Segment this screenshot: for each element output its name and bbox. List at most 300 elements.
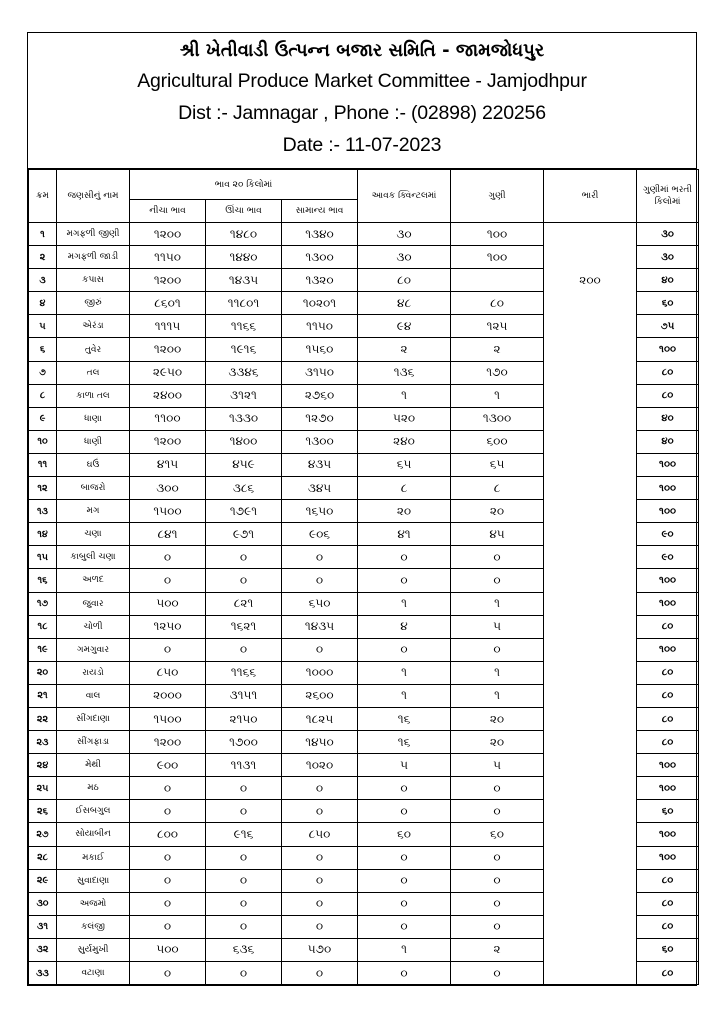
cell-guni: ૦ [451, 777, 544, 800]
cell-guni: ૦ [451, 846, 544, 869]
cell-bhari [544, 569, 637, 592]
cell-commodity: મગફળી જાડી [57, 246, 130, 269]
cell-low-price: ૨૯૫૦ [130, 361, 206, 384]
cell-low-price: ૦ [130, 800, 206, 823]
cell-guni-weight: ૯૦ [637, 546, 699, 569]
cell-commodity: મગફળી જીણી [57, 223, 130, 246]
cell-bhari [544, 592, 637, 615]
cell-normal-price: ૩૪૫ [282, 477, 358, 500]
cell-serial: ૮ [29, 384, 57, 407]
cell-normal-price: ૧૩૦૦ [282, 246, 358, 269]
cell-guni: ૫ [451, 615, 544, 638]
cell-guni-weight: ૧૦૦ [637, 777, 699, 800]
cell-high-price: ૧૪૦૦ [206, 430, 282, 453]
cell-arrival: ૫ [358, 754, 451, 777]
price-table [28, 169, 699, 985]
cell-arrival: ૧૬ [358, 731, 451, 754]
cell-high-price: ૧૧૩૧ [206, 754, 282, 777]
cell-low-price: ૦ [130, 638, 206, 661]
cell-high-price: ૧૧૬૬ [206, 315, 282, 338]
cell-guni: ૦ [451, 892, 544, 915]
cell-commodity: બાજરો [57, 477, 130, 500]
cell-bhari [544, 707, 637, 730]
table-row [29, 684, 699, 707]
cell-guni: ૧ [451, 592, 544, 615]
cell-low-price: ૧૨૦૦ [130, 223, 206, 246]
cell-low-price: ૨૪૦૦ [130, 384, 206, 407]
cell-normal-price: ૪૩૫ [282, 453, 358, 476]
cell-low-price: ૦ [130, 892, 206, 915]
cell-high-price: ૩૧૨૧ [206, 384, 282, 407]
cell-low-price: ૧૧૧૫ [130, 315, 206, 338]
cell-serial: ૨૦ [29, 661, 57, 684]
table-row [29, 707, 699, 730]
table-row [29, 292, 699, 315]
cell-guni: ૨૦ [451, 707, 544, 730]
cell-commodity: અળદ [57, 569, 130, 592]
cell-bhari [544, 938, 637, 961]
cell-commodity: ચણા [57, 523, 130, 546]
cell-bhari: ૨૦૦ [544, 269, 637, 292]
cell-normal-price: ૧૦૨૦૧ [282, 292, 358, 315]
cell-commodity: કાળા તલ [57, 384, 130, 407]
cell-guni-weight: ૮૦ [637, 361, 699, 384]
cell-low-price: ૦ [130, 569, 206, 592]
table-row [29, 754, 699, 777]
cell-arrival: ૧ [358, 384, 451, 407]
cell-guni-weight: ૮૦ [637, 869, 699, 892]
cell-low-price: ૮૬૦૧ [130, 292, 206, 315]
cell-commodity: મગ [57, 500, 130, 523]
cell-guni: ૨ [451, 938, 544, 961]
table-row [29, 915, 699, 938]
cell-guni-weight: ૮૦ [637, 892, 699, 915]
cell-commodity: ધાણા [57, 407, 130, 430]
cell-high-price: ૦ [206, 869, 282, 892]
cell-high-price: ૧૬૨૧ [206, 615, 282, 638]
table-row [29, 777, 699, 800]
cell-normal-price: ૧૦૦૦ [282, 661, 358, 684]
cell-guni-weight: ૧૦૦ [637, 569, 699, 592]
cell-high-price: ૧૪૪૦ [206, 246, 282, 269]
cell-serial: ૨૨ [29, 707, 57, 730]
cell-commodity: મકાઈ [57, 846, 130, 869]
cell-commodity: કપાસ [57, 269, 130, 292]
cell-low-price: ૦ [130, 869, 206, 892]
cell-high-price: ૦ [206, 777, 282, 800]
cell-serial: ૩૦ [29, 892, 57, 915]
cell-low-price: ૦ [130, 846, 206, 869]
table-row [29, 731, 699, 754]
cell-normal-price: ૧૩૨૦ [282, 269, 358, 292]
cell-serial: ૧૪ [29, 523, 57, 546]
cell-guni-weight: ૮૦ [637, 384, 699, 407]
cell-commodity: સુર્યમુખી [57, 938, 130, 961]
cell-arrival: ૮ [358, 477, 451, 500]
cell-guni: ૧ [451, 684, 544, 707]
cell-arrival: ૦ [358, 869, 451, 892]
cell-guni-weight: ૮૦ [637, 915, 699, 938]
cell-high-price: ૩૧૫૧ [206, 684, 282, 707]
cell-serial: ૨૫ [29, 777, 57, 800]
cell-guni-weight: ૧૦૦ [637, 453, 699, 476]
cell-guni-weight: ૬૦ [637, 938, 699, 961]
cell-normal-price: ૦ [282, 569, 358, 592]
table-row [29, 661, 699, 684]
col-arrival: આવક ક્વિન્ટલમાં [358, 170, 451, 223]
cell-bhari [544, 292, 637, 315]
cell-guni-weight: ૧૦૦ [637, 754, 699, 777]
cell-guni: ૦ [451, 915, 544, 938]
cell-commodity: એરંડા [57, 315, 130, 338]
table-row [29, 430, 699, 453]
cell-serial: ૧૨ [29, 477, 57, 500]
cell-guni-weight: ૧૦૦ [637, 638, 699, 661]
cell-arrival: ૦ [358, 846, 451, 869]
cell-low-price: ૧૨૫૦ [130, 615, 206, 638]
table-row [29, 315, 699, 338]
cell-arrival: ૬૦ [358, 823, 451, 846]
cell-serial: ૨૬ [29, 800, 57, 823]
cell-low-price: ૧૨૦૦ [130, 731, 206, 754]
cell-guni: ૫ [451, 754, 544, 777]
cell-bhari [544, 361, 637, 384]
cell-arrival: ૩૦ [358, 223, 451, 246]
cell-high-price: ૪૫૯ [206, 453, 282, 476]
cell-serial: ૨૭ [29, 823, 57, 846]
col-price-group: ભાવ ૨૦ કિલોમાં [130, 170, 358, 200]
cell-normal-price: ૮૫૦ [282, 823, 358, 846]
cell-high-price: ૧૪૩૫ [206, 269, 282, 292]
cell-guni: ૧ [451, 384, 544, 407]
cell-guni: ૦ [451, 638, 544, 661]
cell-arrival: ૧૩૬ [358, 361, 451, 384]
cell-bhari [544, 615, 637, 638]
table-row [29, 823, 699, 846]
cell-bhari [544, 777, 637, 800]
cell-guni-weight: ૮૦ [637, 684, 699, 707]
cell-bhari [544, 754, 637, 777]
cell-commodity: વાલ [57, 684, 130, 707]
cell-low-price: ૧૨૦૦ [130, 430, 206, 453]
cell-normal-price: ૧૨૭૦ [282, 407, 358, 430]
cell-arrival: ૦ [358, 800, 451, 823]
cell-normal-price: ૩૧૫૦ [282, 361, 358, 384]
cell-low-price: ૦ [130, 915, 206, 938]
cell-guni: ૧૦૦ [451, 223, 544, 246]
cell-commodity: રાયડો [57, 661, 130, 684]
cell-normal-price: ૯૦૬ [282, 523, 358, 546]
cell-guni: ૪૫ [451, 523, 544, 546]
cell-bhari [544, 384, 637, 407]
cell-arrival: ૪૧ [358, 523, 451, 546]
cell-commodity: સીંગદાણા [57, 707, 130, 730]
cell-guni-weight: ૧૦૦ [637, 477, 699, 500]
cell-guni-weight: ૧૦૦ [637, 500, 699, 523]
cell-high-price: ૦ [206, 962, 282, 985]
cell-arrival: ૪૮ [358, 292, 451, 315]
cell-guni: ૬૦ [451, 823, 544, 846]
cell-normal-price: ૨૬૦૦ [282, 684, 358, 707]
cell-normal-price: ૦ [282, 915, 358, 938]
table-row [29, 869, 699, 892]
cell-serial: ૩૨ [29, 938, 57, 961]
cell-serial: ૯ [29, 407, 57, 430]
col-guni: ગુણી [451, 170, 544, 223]
cell-bhari [544, 500, 637, 523]
table-row [29, 546, 699, 569]
cell-arrival: ૧ [358, 938, 451, 961]
cell-bhari [544, 661, 637, 684]
col-name: જણસીનું નામ [57, 170, 130, 223]
cell-serial: ૧૮ [29, 615, 57, 638]
cell-guni: ૬૫ [451, 453, 544, 476]
cell-guni: ૧૦૦ [451, 246, 544, 269]
cell-commodity: સીંગફાડા [57, 731, 130, 754]
cell-guni: ૦ [451, 962, 544, 985]
cell-normal-price: ૨૭૬૦ [282, 384, 358, 407]
cell-guni: ૮ [451, 477, 544, 500]
cell-low-price: ૫૦૦ [130, 592, 206, 615]
cell-bhari [544, 962, 637, 985]
sheet-header [28, 33, 696, 169]
table-row [29, 269, 699, 292]
cell-normal-price: ૧૮૨૫ [282, 707, 358, 730]
cell-bhari [544, 315, 637, 338]
cell-normal-price: ૦ [282, 869, 358, 892]
cell-normal-price: ૧૦૨૦ [282, 754, 358, 777]
cell-guni-weight: ૬૦ [637, 800, 699, 823]
cell-high-price: ૧૭૯૧ [206, 500, 282, 523]
cell-arrival: ૨ [358, 338, 451, 361]
cell-low-price: ૧૫૦૦ [130, 500, 206, 523]
cell-commodity: સોયાબીન [57, 823, 130, 846]
cell-serial: ૨૮ [29, 846, 57, 869]
table-row [29, 846, 699, 869]
col-normal-price: સામાન્ય ભાવ [282, 200, 358, 223]
col-bhari: ભારી [544, 170, 637, 223]
cell-arrival: ૪ [358, 615, 451, 638]
cell-normal-price: ૬૫૦ [282, 592, 358, 615]
cell-low-price: ૧૧૦૦ [130, 407, 206, 430]
cell-commodity: જીરું [57, 292, 130, 315]
cell-guni: ૦ [451, 569, 544, 592]
cell-arrival: ૦ [358, 569, 451, 592]
cell-arrival: ૧ [358, 684, 451, 707]
cell-high-price: ૨૧૫૦ [206, 707, 282, 730]
cell-low-price: ૪૧૫ [130, 453, 206, 476]
cell-guni: ૦ [451, 546, 544, 569]
price-rows [29, 223, 699, 985]
cell-commodity: જુવાર [57, 592, 130, 615]
cell-normal-price: ૧૬૫૦ [282, 500, 358, 523]
cell-bhari [544, 546, 637, 569]
cell-low-price: ૮૪૧ [130, 523, 206, 546]
cell-high-price: ૦ [206, 915, 282, 938]
cell-guni: ૬૦૦ [451, 430, 544, 453]
cell-bhari [544, 246, 637, 269]
cell-high-price: ૦ [206, 638, 282, 661]
table-row [29, 592, 699, 615]
cell-low-price: ૨૦૦૦ [130, 684, 206, 707]
cell-serial: ૧૭ [29, 592, 57, 615]
cell-normal-price: ૦ [282, 777, 358, 800]
cell-arrival: ૨૪૦ [358, 430, 451, 453]
table-row [29, 407, 699, 430]
cell-bhari [544, 523, 637, 546]
cell-high-price: ૧૯૧૬ [206, 338, 282, 361]
cell-guni-weight: ૮૦ [637, 707, 699, 730]
title-english: Agricultural Produce Market Committee - Jamjodhpur [137, 70, 587, 92]
cell-bhari [544, 823, 637, 846]
cell-guni: ૨ [451, 338, 544, 361]
cell-serial: ૧૫ [29, 546, 57, 569]
cell-high-price: ૦ [206, 846, 282, 869]
table-row [29, 638, 699, 661]
table-row [29, 938, 699, 961]
table-row [29, 453, 699, 476]
cell-commodity: મઠ [57, 777, 130, 800]
cell-low-price: ૫૦૦ [130, 938, 206, 961]
cell-high-price: ૩૩૪૬ [206, 361, 282, 384]
cell-low-price: ૩૦૦ [130, 477, 206, 500]
cell-guni: ૦ [451, 869, 544, 892]
cell-serial: ૩ [29, 269, 57, 292]
cell-guni-weight: ૧૦૦ [637, 846, 699, 869]
cell-low-price: ૧૧૫૦ [130, 246, 206, 269]
cell-bhari [544, 869, 637, 892]
cell-guni: ૨૦ [451, 500, 544, 523]
cell-guni-weight: ૮૦ [637, 615, 699, 638]
cell-serial: ૧ [29, 223, 57, 246]
table-row [29, 246, 699, 269]
report-date: Date :- 11-07-2023 [282, 134, 442, 156]
table-row [29, 477, 699, 500]
cell-guni-weight: ૪૦ [637, 430, 699, 453]
cell-arrival: ૯૪ [358, 315, 451, 338]
cell-arrival: ૦ [358, 962, 451, 985]
cell-guni: ૮૦ [451, 292, 544, 315]
cell-guni: ૧ [451, 661, 544, 684]
cell-serial: ૪ [29, 292, 57, 315]
cell-guni-weight: ૧૦૦ [637, 592, 699, 615]
cell-low-price: ૯૦૦ [130, 754, 206, 777]
table-row [29, 962, 699, 985]
cell-high-price: ૧૪૮૦ [206, 223, 282, 246]
cell-guni-weight: ૪૦ [637, 407, 699, 430]
cell-bhari [544, 407, 637, 430]
table-row [29, 569, 699, 592]
cell-guni-weight: ૮૦ [637, 962, 699, 985]
cell-serial: ૬ [29, 338, 57, 361]
cell-commodity: વટાણા [57, 962, 130, 985]
cell-serial: ૭ [29, 361, 57, 384]
cell-guni-weight: ૪૦ [637, 269, 699, 292]
cell-commodity: મેથી [57, 754, 130, 777]
cell-guni-weight: ૧૦૦ [637, 823, 699, 846]
cell-high-price: ૮૨૧ [206, 592, 282, 615]
cell-bhari [544, 638, 637, 661]
cell-high-price: ૧૧૬૬ [206, 661, 282, 684]
cell-commodity: તલ [57, 361, 130, 384]
cell-guni-weight: ૯૦ [637, 523, 699, 546]
cell-high-price: ૧૧૮૦૧ [206, 292, 282, 315]
col-high-price: ઊંચા ભાવ [206, 200, 282, 223]
cell-serial: ૨૯ [29, 869, 57, 892]
cell-arrival: ૧ [358, 661, 451, 684]
cell-guni: ૧૨૫ [451, 315, 544, 338]
cell-high-price: ૦ [206, 546, 282, 569]
cell-serial: ૨૪ [29, 754, 57, 777]
cell-arrival: ૨૦ [358, 500, 451, 523]
col-low-price: નીચા ભાવ [130, 200, 206, 223]
cell-guni-weight: ૮૦ [637, 661, 699, 684]
cell-high-price: ૦ [206, 800, 282, 823]
cell-serial: ૧૦ [29, 430, 57, 453]
table-row [29, 361, 699, 384]
cell-normal-price: ૦ [282, 846, 358, 869]
cell-normal-price: ૧૪૫૦ [282, 731, 358, 754]
cell-serial: ૧૯ [29, 638, 57, 661]
cell-commodity: અજમો [57, 892, 130, 915]
cell-serial: ૩૧ [29, 915, 57, 938]
cell-arrival: ૦ [358, 546, 451, 569]
cell-bhari [544, 731, 637, 754]
cell-normal-price: ૧૫૬૦ [282, 338, 358, 361]
cell-low-price: ૮૫૦ [130, 661, 206, 684]
cell-bhari [544, 338, 637, 361]
cell-bhari [544, 915, 637, 938]
cell-high-price: ૦ [206, 569, 282, 592]
cell-arrival: ૦ [358, 638, 451, 661]
cell-commodity: કાબુલી ચણા [57, 546, 130, 569]
cell-low-price: ૧૫૦૦ [130, 707, 206, 730]
cell-serial: ૨ [29, 246, 57, 269]
cell-low-price: ૦ [130, 546, 206, 569]
title-gujarati: શ્રી ખેતીવાડી ઉત્પન્ન બજાર સમિતિ - જામજોધપુર [179, 40, 545, 61]
cell-serial: ૨૩ [29, 731, 57, 754]
table-row [29, 384, 699, 407]
cell-commodity: તુવેર [57, 338, 130, 361]
contact-line: Dist :- Jamnagar , Phone :- (02898) 220256 [178, 102, 546, 124]
cell-guni [451, 269, 544, 292]
cell-guni: ૧૭૦ [451, 361, 544, 384]
cell-commodity: ગમગુવાર [57, 638, 130, 661]
cell-normal-price: ૦ [282, 638, 358, 661]
cell-guni: ૦ [451, 800, 544, 823]
cell-normal-price: ૧૧૫૦ [282, 315, 358, 338]
cell-arrival: ૧ [358, 592, 451, 615]
cell-commodity: સુવાદાણા [57, 869, 130, 892]
price-sheet [27, 32, 697, 986]
cell-arrival: ૬૫ [358, 453, 451, 476]
table-row [29, 523, 699, 546]
cell-guni-weight: ૭૫ [637, 315, 699, 338]
cell-bhari [544, 846, 637, 869]
cell-guni-weight: ૮૦ [637, 731, 699, 754]
cell-bhari [544, 892, 637, 915]
cell-arrival: ૩૦ [358, 246, 451, 269]
cell-arrival: ૮૦ [358, 269, 451, 292]
cell-serial: ૩૩ [29, 962, 57, 985]
cell-bhari [544, 684, 637, 707]
cell-low-price: ૧૨૦૦ [130, 338, 206, 361]
cell-bhari [544, 223, 637, 246]
cell-high-price: ૩૮૬ [206, 477, 282, 500]
cell-high-price: ૧૩૩૦ [206, 407, 282, 430]
cell-commodity: ઈસબગુલ [57, 800, 130, 823]
cell-serial: ૧૧ [29, 453, 57, 476]
